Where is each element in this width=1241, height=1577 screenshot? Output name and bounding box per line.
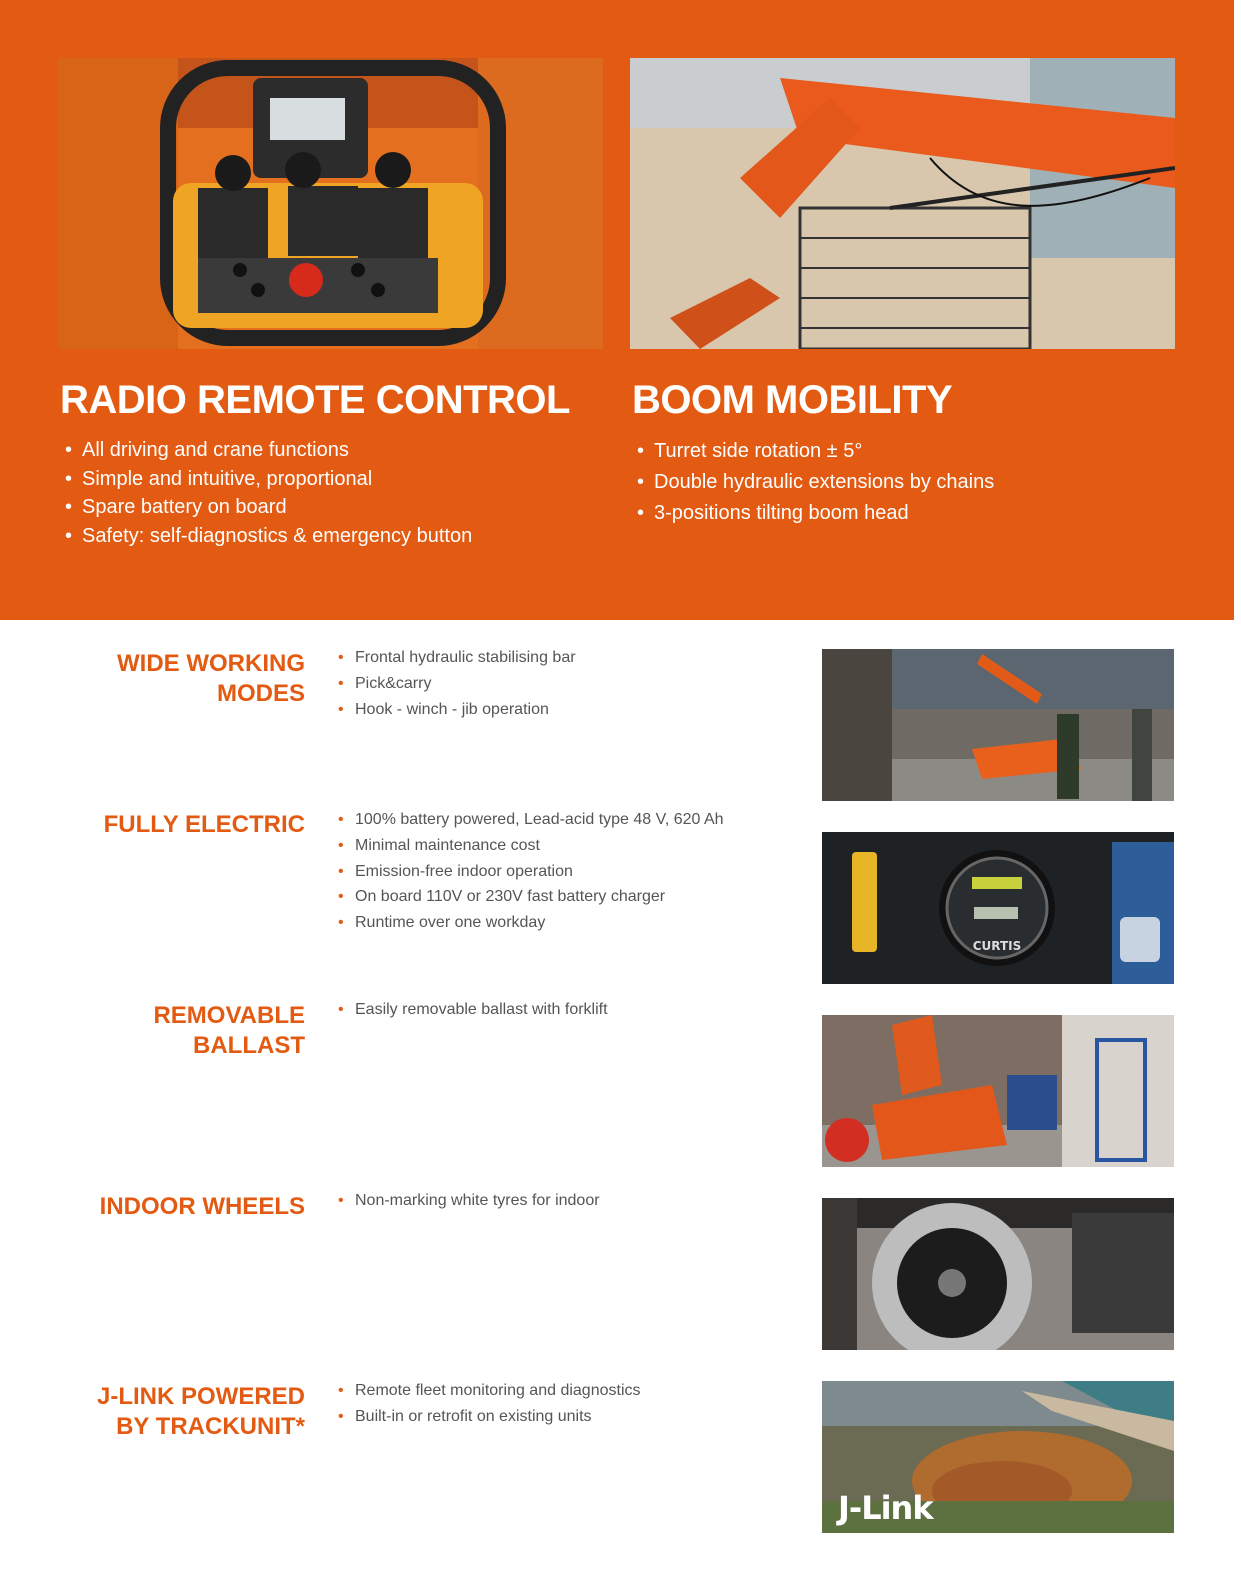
list-item: • Minimal maintenance cost — [338, 833, 724, 859]
wide-working-modes-photo — [822, 649, 1174, 801]
list-item: • Easily removable ballast with forklift — [338, 997, 608, 1023]
wide-working-modes-title: WIDE WORKING MODES — [117, 650, 305, 707]
list-item: • On board 110V or 230V fast battery charger — [338, 884, 724, 910]
indoor-wheels-list — [338, 1188, 600, 1214]
list-item: • Simple and intuitive, proportional — [60, 465, 472, 494]
radio-remote-control-title: RADIO REMOTE CONTROL — [60, 378, 570, 422]
list-item: • 3-positions tilting boom head — [632, 498, 994, 529]
wide-working-modes-list — [338, 645, 576, 722]
list-item: • Pick&carry — [338, 671, 576, 697]
list-item: • Turret side rotation ± 5° — [632, 436, 994, 467]
list-item: • Spare battery on board — [60, 493, 472, 522]
list-item: • Double hydraulic extensions by chains — [632, 467, 994, 498]
list-item: • Hook - winch - jib operation — [338, 697, 576, 723]
j-link-list — [338, 1378, 641, 1430]
gauge-brand-label: CURTIS — [972, 939, 1022, 953]
list-item: • 100% battery powered, Lead-acid type 48 V, 620 Ah — [338, 807, 724, 833]
removable-ballast-list — [338, 997, 608, 1023]
radio-remote-control-list — [60, 436, 472, 551]
list-item: • Non-marking white tyres for indoor — [338, 1188, 600, 1214]
removable-ballast-title: REMOVABLE BALLAST — [153, 1002, 305, 1059]
battery-gauge-photo — [822, 832, 1174, 984]
radio-remote-control-photo — [58, 58, 603, 349]
indoor-wheels-title: INDOOR WHEELS — [99, 1193, 305, 1220]
list-item: • Frontal hydraulic stabilising bar — [338, 645, 576, 671]
fully-electric-title: FULLY ELECTRIC — [103, 811, 305, 838]
boom-mobility-list — [632, 436, 994, 529]
list-item: • Safety: self-diagnostics & emergency button — [60, 522, 472, 551]
j-link-logo: J-Link — [838, 1489, 933, 1527]
list-item: • Runtime over one workday — [338, 910, 724, 936]
boom-mobility-photo — [630, 58, 1175, 349]
list-item: • Built-in or retrofit on existing units — [338, 1404, 641, 1430]
list-item: • Remote fleet monitoring and diagnostics — [338, 1378, 641, 1404]
list-item: • Emission-free indoor operation — [338, 859, 724, 885]
boom-mobility-title: BOOM MOBILITY — [632, 378, 953, 422]
indoor-wheels-photo — [822, 1198, 1174, 1350]
j-link-title: J-LINK POWERED BY TRACKUNIT* — [96, 1383, 305, 1440]
j-link-aerial-photo — [822, 1381, 1174, 1533]
removable-ballast-photo — [822, 1015, 1174, 1167]
fully-electric-list — [338, 807, 724, 936]
list-item: • All driving and crane functions — [60, 436, 472, 465]
